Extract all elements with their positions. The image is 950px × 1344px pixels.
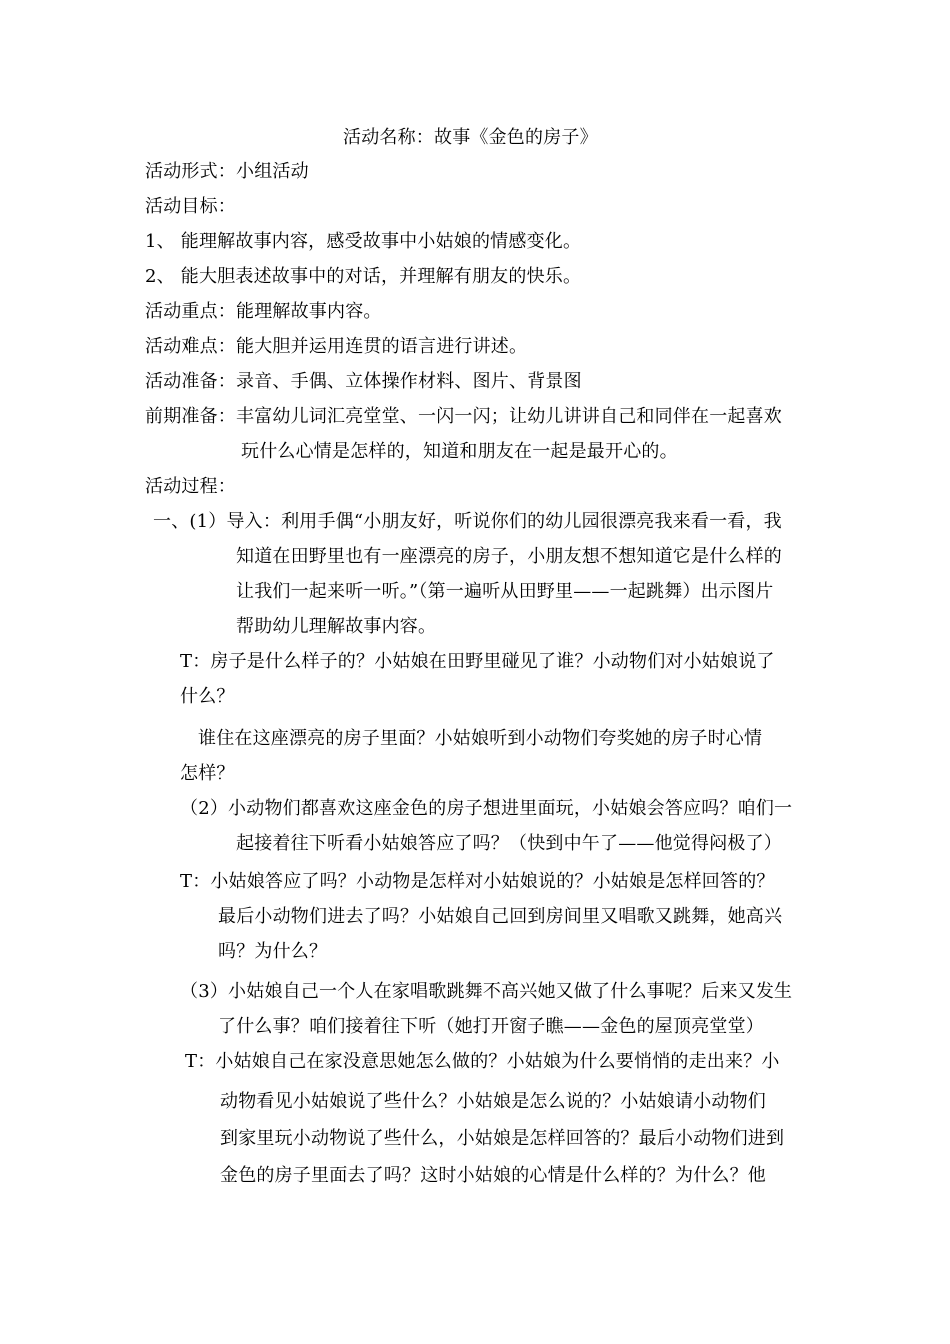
section-3-line-2: 了什么事？咱们接着往下听（她打开窗子瞧——金色的屋顶亮堂堂）: [218, 1016, 764, 1037]
questions-2-line-3: 吗？为什么？: [218, 941, 328, 962]
questions-3-line-4: 金色的房子里面去了吗？这时小姑娘的心情是什么样的？为什么？他: [220, 1165, 766, 1186]
questions-3-line-3: 到家里玩小动物说了些什么，小姑娘是怎样回答的？最后小动物们进到: [220, 1128, 785, 1149]
questions-2-line-2: 最后小动物们进去了吗？小姑娘自己回到房间里又唱歌又跳舞，她高兴: [218, 906, 783, 927]
process-heading: 活动过程：: [145, 476, 236, 497]
section-3-line-1: （3）小姑娘自己一个人在家唱歌跳舞不高兴她又做了什么事呢？后来又发生: [180, 981, 793, 1002]
questions-2-line-1: T：小姑娘答应了吗？小动物是怎样对小姑娘说的？小姑娘是怎样回答的？: [180, 871, 775, 892]
questions-1-line-4: 怎样？: [180, 763, 235, 784]
questions-3-line-2: 动物看见小姑娘说了些什么？小姑娘是怎么说的？小姑娘请小动物们: [220, 1091, 766, 1112]
materials: 活动准备：录音、手偶、立体操作材料、图片、背景图: [145, 371, 582, 392]
section-1-line-3: 让我们一起来听一听。”（第一遍听从田野里——一起跳舞）出示图片: [236, 581, 774, 602]
difficulty-point: 活动难点：能大胆并运用连贯的语言进行讲述。: [145, 336, 528, 357]
activity-form: 活动形式：小组活动: [145, 161, 309, 182]
goals-heading: 活动目标：: [145, 196, 236, 217]
goal-item-1: 1、 能理解故事内容，感受故事中小姑娘的情感变化。: [145, 231, 582, 252]
section-2-line-1: （2）小动物们都喜欢这座金色的房子想进里面玩，小姑娘会答应吗？咱们一: [180, 798, 793, 819]
preparation-line-1: 前期准备：丰富幼儿词汇亮堂堂、一闪一闪；让幼儿讲讲自己和同伴在一起喜欢: [145, 406, 782, 427]
section-1-line-2: 知道在田野里也有一座漂亮的房子，小朋友想不想知道它是什么样的: [236, 546, 782, 567]
section-1-line-4: 帮助幼儿理解故事内容。: [236, 616, 437, 637]
goal-item-2: 2、 能大胆表述故事中的对话，并理解有朋友的快乐。: [145, 266, 582, 287]
document-title: 活动名称：故事《金色的房子》: [343, 127, 598, 148]
questions-1-line-2: 什么？: [180, 686, 235, 707]
questions-1-line-3: 谁住在这座漂亮的房子里面？小姑娘听到小动物们夸奖她的房子时心情: [198, 728, 763, 749]
questions-3-line-1: T：小姑娘自己在家没意思她怎么做的？小姑娘为什么要悄悄的走出来？小: [185, 1051, 780, 1072]
preparation-line-2: 玩什么心情是怎样的，知道和朋友在一起是最开心的。: [241, 441, 678, 462]
key-point: 活动重点：能理解故事内容。: [145, 301, 382, 322]
questions-1-line-1: T：房子是什么样子的？小姑娘在田野里碰见了谁？小动物们对小姑娘说了: [180, 651, 775, 672]
section-1-line-1: 一、(1）导入：利用手偶“小朋友好，听说你们的幼儿园很漂亮我来看一看，我: [153, 511, 782, 532]
section-2-line-2: 起接着往下听看小姑娘答应了吗？（快到中午了——他觉得闷极了）: [236, 833, 782, 854]
